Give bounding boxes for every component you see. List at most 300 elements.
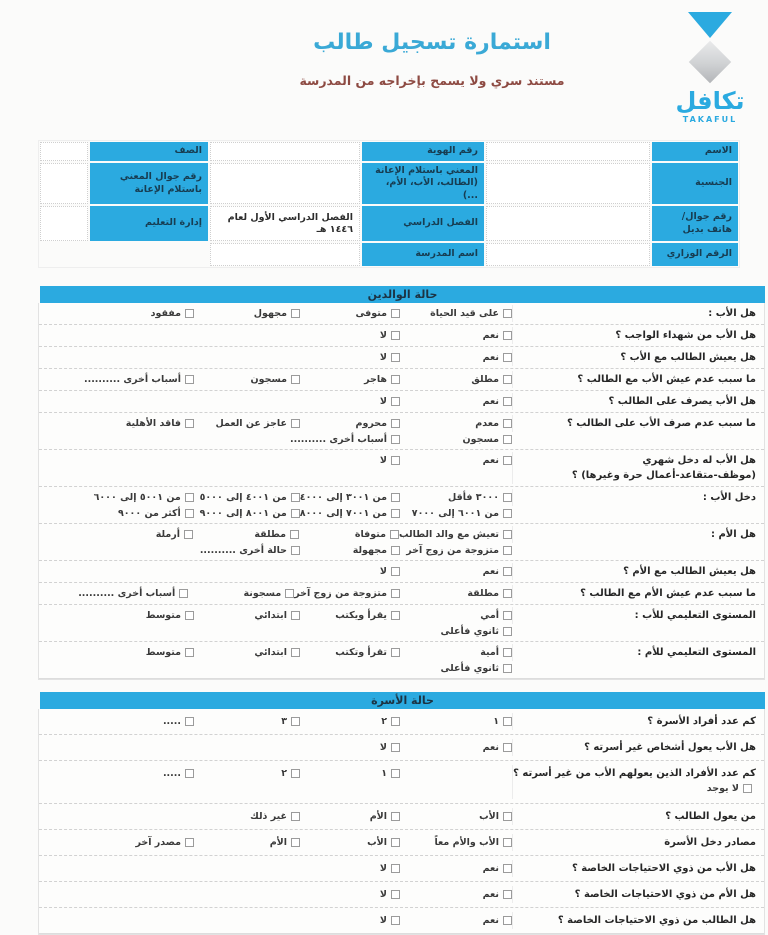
option[interactable] (380, 350, 400, 365)
info-row (39, 242, 739, 267)
option-label: ٢ (281, 768, 287, 780)
option-checkbox-icon[interactable] (291, 509, 300, 518)
option-checkbox-icon[interactable] (391, 375, 400, 384)
option-checkbox-icon[interactable] (503, 567, 512, 576)
option-label: عاجز عن العمل (215, 418, 287, 430)
option[interactable] (467, 586, 512, 601)
option-slot (32, 585, 188, 601)
options-area (39, 327, 512, 343)
option-slot (39, 431, 184, 447)
option-label: من ٨٠٠١ إلى ٩٠٠٠ (199, 508, 287, 520)
option-checkbox-icon[interactable] (391, 456, 400, 465)
option[interactable] (380, 394, 400, 409)
option-checkbox-icon[interactable] (391, 916, 400, 925)
section-header-bar: حالة الوالدين (40, 286, 765, 303)
option[interactable] (254, 306, 300, 321)
option-checkbox-icon[interactable] (503, 435, 512, 444)
option[interactable] (380, 328, 400, 343)
option-slot (300, 765, 400, 781)
option[interactable] (483, 740, 512, 755)
option[interactable] (370, 809, 400, 824)
option-checkbox-icon[interactable] (291, 611, 300, 620)
info-value-field[interactable] (210, 163, 360, 204)
option-slot (39, 415, 194, 431)
option-slot (300, 860, 400, 876)
option-checkbox-icon[interactable] (391, 864, 400, 873)
option-checkbox-icon[interactable] (391, 717, 400, 726)
option[interactable] (270, 835, 300, 850)
option-label: مصدر آخر (135, 837, 181, 849)
options-area (38, 371, 512, 387)
option-slot (400, 607, 512, 623)
option-checkbox-icon[interactable] (179, 589, 188, 598)
option[interactable] (94, 490, 194, 505)
option-checkbox-icon[interactable] (503, 838, 512, 847)
question-row (39, 413, 764, 450)
option-slot (300, 739, 400, 755)
option[interactable] (412, 506, 512, 521)
option-label: تعيش مع والد الطالب (398, 529, 499, 541)
option[interactable] (84, 372, 194, 387)
option-checkbox-icon[interactable] (291, 375, 300, 384)
option[interactable] (406, 543, 512, 558)
option-checkbox-icon[interactable] (291, 309, 300, 318)
page-title: استمارة تسجيل طالب (313, 30, 551, 55)
option[interactable] (281, 714, 300, 729)
option-checkbox-icon[interactable] (503, 309, 512, 318)
question-label (512, 886, 764, 903)
info-value-field[interactable] (486, 243, 650, 266)
option[interactable] (380, 887, 400, 902)
option-label: ابتدائي (254, 647, 287, 659)
option-slot (400, 415, 512, 431)
option[interactable] (355, 306, 400, 321)
option[interactable] (163, 766, 194, 781)
options-area (39, 415, 512, 447)
option-checkbox-icon[interactable] (291, 838, 300, 847)
option-checkbox-icon[interactable] (185, 838, 194, 847)
option[interactable] (300, 490, 400, 505)
question-label (512, 393, 764, 410)
option-checkbox-icon[interactable] (503, 375, 512, 384)
option[interactable] (355, 416, 400, 431)
options-area (39, 834, 512, 850)
question-row (39, 391, 764, 413)
option-checkbox-icon[interactable] (185, 309, 194, 318)
option-checkbox-icon[interactable] (503, 743, 512, 752)
options-line (39, 489, 512, 505)
question-label (512, 808, 764, 825)
options-line (39, 765, 512, 781)
option-label: على قيد الحياة (430, 308, 499, 320)
option[interactable] (281, 766, 300, 781)
option-checkbox-icon[interactable] (184, 530, 193, 539)
option[interactable] (475, 416, 512, 431)
option-slot (300, 834, 400, 850)
option-checkbox-icon[interactable] (391, 331, 400, 340)
option-checkbox-icon[interactable] (285, 589, 294, 598)
info-blank-cell (89, 242, 209, 267)
option-slot (300, 660, 400, 676)
sections-root (40, 286, 765, 935)
info-value-field[interactable] (40, 142, 88, 161)
option[interactable] (480, 608, 512, 623)
option[interactable] (244, 586, 295, 601)
option[interactable] (399, 527, 512, 542)
option-checkbox-icon[interactable] (291, 648, 300, 657)
option[interactable] (483, 564, 512, 579)
info-value-field[interactable]: الفصل الدراسي الأول لعام ١٤٤٦ هـ (210, 206, 360, 241)
option[interactable] (254, 527, 299, 542)
option-checkbox-icon[interactable] (503, 353, 512, 362)
option-label: مسجونة (243, 588, 282, 600)
option[interactable] (483, 913, 512, 928)
info-value-field[interactable] (486, 206, 650, 241)
option[interactable] (707, 781, 752, 796)
options-area (39, 607, 512, 639)
options-line (39, 834, 512, 850)
option-slot (400, 327, 512, 343)
option-checkbox-icon[interactable] (503, 419, 512, 428)
info-row (39, 162, 739, 205)
info-value-field[interactable] (40, 163, 88, 204)
info-field-label: الفصل الدراسي (362, 206, 484, 241)
question-line: هل يعيش الطالب مع الأب ؟ (620, 352, 756, 364)
option-label: من ٣٠٠١ إلى ٤٠٠٠ (299, 492, 387, 504)
option-slot (39, 660, 194, 676)
option[interactable] (463, 432, 512, 447)
option[interactable] (430, 306, 512, 321)
option-checkbox-icon[interactable] (391, 567, 400, 576)
option-slot (39, 563, 194, 579)
option-label: لا (379, 742, 387, 754)
option-label: الأب والأم معاً (434, 837, 499, 849)
logo-wordmark: تكافل (675, 87, 745, 115)
info-row (39, 141, 739, 162)
options-area (39, 349, 512, 365)
option-slot (194, 371, 300, 387)
option-checkbox-icon[interactable] (291, 717, 300, 726)
option[interactable] (448, 490, 512, 505)
question-row (39, 642, 764, 679)
option-slot (400, 585, 512, 601)
option-slot (39, 713, 194, 729)
option[interactable] (380, 913, 400, 928)
info-value-field[interactable] (40, 206, 88, 241)
option-slot (39, 489, 194, 505)
option[interactable] (250, 809, 300, 824)
option-checkbox-icon[interactable] (503, 530, 512, 539)
option-slot (194, 765, 300, 781)
option[interactable] (146, 608, 194, 623)
option-slot (39, 834, 194, 850)
option-slot (400, 371, 512, 387)
question-row (39, 450, 764, 487)
option-slot (400, 739, 512, 755)
option[interactable] (381, 714, 400, 729)
info-value-field[interactable] (210, 243, 360, 266)
option-checkbox-icon[interactable] (503, 456, 512, 465)
info-field-label: اسم المدرسة (362, 243, 484, 266)
option[interactable] (367, 835, 400, 850)
option[interactable] (335, 645, 400, 660)
takaful-logo (655, 6, 765, 124)
option-checkbox-icon[interactable] (185, 419, 194, 428)
option-label: متوسط (145, 610, 181, 622)
option[interactable] (381, 766, 400, 781)
option[interactable] (135, 835, 194, 850)
option-label: غير ذلك (250, 811, 287, 823)
option[interactable] (441, 661, 512, 676)
option-label: لا يوجد (706, 783, 739, 795)
question-label (512, 526, 764, 543)
question-line: هل الطالب من ذوي الاحتياجات الخاصة ؟ (557, 915, 756, 927)
option-checkbox-icon[interactable] (185, 375, 194, 384)
question-row (39, 856, 764, 882)
option-slot (188, 585, 294, 601)
option-checkbox-icon[interactable] (503, 664, 512, 673)
option-checkbox-icon[interactable] (391, 419, 400, 428)
option-slot (38, 371, 194, 387)
option-checkbox-icon[interactable] (391, 838, 400, 847)
option[interactable] (294, 586, 400, 601)
info-field-label: رقم جوال/هاتف بديل (652, 206, 738, 241)
option[interactable] (254, 645, 300, 660)
option-checkbox-icon[interactable] (503, 812, 512, 821)
option-checkbox-icon[interactable] (185, 493, 194, 502)
options-line (39, 526, 512, 542)
option[interactable] (479, 809, 512, 824)
option-slot (300, 489, 400, 505)
option-slot (300, 886, 400, 902)
options-line (39, 660, 512, 676)
options-line (39, 713, 512, 729)
option-label: معدم (475, 418, 499, 430)
option[interactable] (380, 740, 400, 755)
option-checkbox-icon[interactable] (290, 530, 299, 539)
option-checkbox-icon[interactable] (391, 890, 400, 899)
question-label (512, 607, 764, 624)
option[interactable] (353, 543, 400, 558)
option-checkbox-icon[interactable] (391, 812, 400, 821)
option-slot (39, 644, 194, 660)
option[interactable] (163, 714, 194, 729)
option-checkbox-icon[interactable] (391, 648, 400, 657)
options-line (39, 349, 512, 365)
option-slot (39, 739, 194, 755)
option-slot (194, 349, 300, 365)
option-label: متوسط (145, 647, 181, 659)
option-slot (300, 912, 400, 928)
option-checkbox-icon[interactable] (503, 648, 512, 657)
option-slot (300, 563, 400, 579)
option-checkbox-icon[interactable] (503, 589, 512, 598)
question-row (39, 325, 764, 347)
question-table (38, 303, 765, 680)
option-checkbox-icon[interactable] (391, 589, 400, 598)
option[interactable] (200, 490, 300, 505)
option[interactable] (483, 861, 512, 876)
option-checkbox-icon[interactable] (503, 509, 512, 518)
option-label: مجهولة (352, 545, 387, 557)
info-value-field[interactable] (486, 142, 650, 161)
option-label: ثانوي فأعلى (440, 663, 499, 675)
option-label: أرملة (155, 529, 180, 541)
option[interactable] (434, 835, 512, 850)
option[interactable] (254, 608, 300, 623)
options-area (39, 526, 512, 558)
option[interactable] (156, 527, 193, 542)
option[interactable] (380, 453, 400, 468)
option[interactable] (493, 714, 512, 729)
option[interactable] (78, 586, 188, 601)
option-slot (194, 660, 300, 676)
option-checkbox-icon[interactable] (291, 812, 300, 821)
option-checkbox-icon[interactable] (391, 743, 400, 752)
option-label: أمية (480, 647, 499, 659)
option-checkbox-icon[interactable] (503, 611, 512, 620)
option-slot (400, 860, 512, 876)
option-checkbox-icon[interactable] (390, 530, 399, 539)
option[interactable] (364, 372, 400, 387)
option[interactable] (200, 543, 300, 558)
info-field-label: الاسم (652, 142, 738, 161)
option-checkbox-icon[interactable] (391, 769, 400, 778)
option-checkbox-icon[interactable] (391, 509, 400, 518)
option-slot (400, 563, 512, 579)
option-slot (194, 739, 300, 755)
question-row (39, 908, 764, 934)
option-checkbox-icon[interactable] (185, 717, 194, 726)
option-label: لا (379, 566, 387, 578)
question-label (512, 713, 764, 730)
option[interactable] (380, 861, 400, 876)
options-line (39, 305, 512, 321)
option-checkbox-icon[interactable] (291, 493, 300, 502)
option-checkbox-icon[interactable] (503, 331, 512, 340)
option-slot (194, 452, 300, 468)
option[interactable] (483, 453, 512, 468)
option[interactable] (483, 394, 512, 409)
option-checkbox-icon[interactable] (291, 769, 300, 778)
option[interactable] (483, 350, 512, 365)
option[interactable] (290, 432, 400, 447)
option-label: حالة أخرى .......... (199, 545, 287, 557)
option-checkbox-icon[interactable] (185, 648, 194, 657)
option-checkbox-icon[interactable] (503, 890, 512, 899)
option[interactable] (118, 506, 194, 521)
option-slot (400, 660, 512, 676)
page-header (40, 6, 765, 124)
question-line: هل الأب من ذوي الاحتياجات الخاصة ؟ (571, 863, 756, 875)
option-checkbox-icon[interactable] (503, 493, 512, 502)
option-label: ابتدائي (254, 610, 287, 622)
option-checkbox-icon[interactable] (185, 611, 194, 620)
option[interactable] (146, 645, 194, 660)
option-slot (194, 912, 300, 928)
option[interactable] (483, 328, 512, 343)
option-slot (39, 765, 194, 781)
option[interactable] (151, 306, 194, 321)
option[interactable] (300, 506, 400, 521)
option-checkbox-icon[interactable] (185, 769, 194, 778)
option-label: مسجون (250, 374, 287, 386)
option-checkbox-icon[interactable] (391, 309, 400, 318)
option-slot (39, 860, 194, 876)
option-label: متوفاة (354, 529, 386, 541)
option-checkbox-icon[interactable] (391, 397, 400, 406)
option-slot (194, 886, 300, 902)
option-checkbox-icon[interactable] (391, 546, 400, 555)
option[interactable] (355, 527, 399, 542)
option-slot (300, 505, 400, 521)
option[interactable] (200, 506, 300, 521)
option-slot (299, 526, 399, 542)
option-slot (39, 912, 194, 928)
question-label (512, 305, 764, 322)
option-slot (400, 489, 512, 505)
option-slot (290, 431, 400, 447)
option-label: مجهول (253, 308, 287, 320)
option-checkbox-icon[interactable] (391, 611, 400, 620)
option-checkbox-icon[interactable] (503, 397, 512, 406)
option-checkbox-icon[interactable] (503, 916, 512, 925)
option-slot (400, 305, 512, 321)
option-label: مسجون (462, 434, 499, 446)
title-block (217, 6, 647, 88)
question-row (39, 487, 764, 524)
option-slot (300, 415, 400, 431)
option-slot (194, 305, 300, 321)
option-checkbox-icon[interactable] (391, 435, 400, 444)
options-area (39, 713, 512, 729)
option[interactable] (380, 564, 400, 579)
info-field-label: إدارة التعليم (90, 206, 208, 241)
option[interactable] (483, 887, 512, 902)
option-checkbox-icon[interactable] (391, 493, 400, 502)
option[interactable] (471, 372, 512, 387)
option-label: لا (379, 352, 387, 364)
option-slot (400, 542, 512, 558)
option-checkbox-icon[interactable] (391, 353, 400, 362)
info-table (38, 140, 740, 268)
option[interactable] (441, 624, 512, 639)
options-area (39, 912, 512, 928)
option[interactable] (480, 645, 512, 660)
option-slot (400, 431, 512, 447)
options-area (39, 452, 512, 468)
option-checkbox-icon[interactable] (503, 864, 512, 873)
option-checkbox-icon[interactable] (503, 546, 512, 555)
option-checkbox-icon[interactable] (185, 509, 194, 518)
option-checkbox-icon[interactable] (291, 546, 300, 555)
option[interactable] (335, 608, 400, 623)
option-slot (194, 489, 300, 505)
option[interactable] (251, 372, 300, 387)
option-checkbox-icon[interactable] (743, 784, 752, 793)
option-slot (300, 713, 400, 729)
info-value-field[interactable] (486, 163, 650, 204)
option-slot (300, 623, 400, 639)
option-checkbox-icon[interactable] (291, 419, 300, 428)
question-line: دخل الأب : (702, 492, 756, 504)
info-value-field[interactable] (210, 142, 360, 161)
options-area (39, 563, 512, 579)
logo-triangle-icon (688, 12, 732, 38)
option-checkbox-icon[interactable] (503, 627, 512, 636)
option-checkbox-icon[interactable] (503, 717, 512, 726)
option-label: متزوجة من زوج آخر (406, 545, 499, 557)
